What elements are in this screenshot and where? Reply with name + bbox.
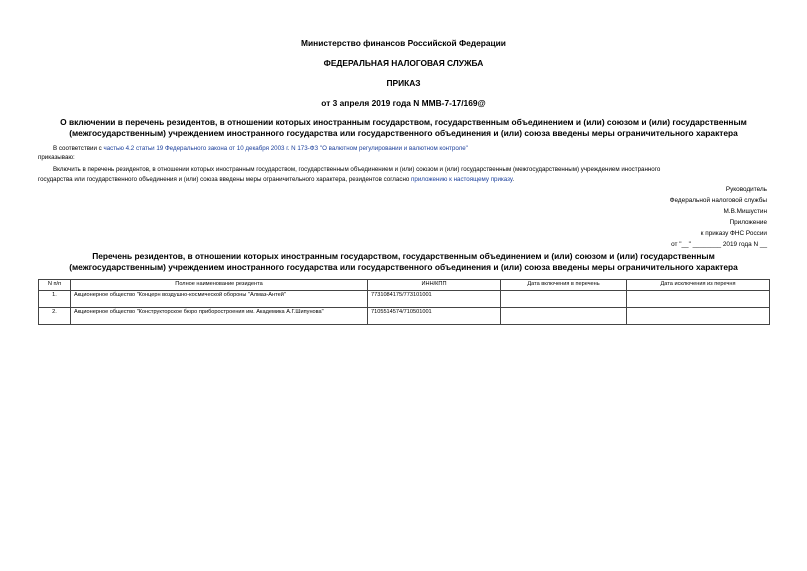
appendix-label: Приложение <box>729 219 767 226</box>
doc-date-number: от 3 апреля 2019 года N ММВ-7-17/169@ <box>321 98 486 108</box>
resident-date-out <box>627 308 770 325</box>
column-header-date-in: Дата включения в перечень <box>501 280 627 291</box>
table-header-row <box>39 280 770 291</box>
column-header-inn-kpp: ИНН/КПП <box>368 280 501 291</box>
order-title-line2: (межгосударственным) учреждением иностранного государства или государственного объединения и (или) союза введены меры ограничительного характера <box>69 128 738 138</box>
resident-date-in <box>501 308 627 325</box>
appendix-to-order: к приказу ФНС России <box>700 230 767 237</box>
resident-inn-kpp: 7105514574/710501001 <box>368 308 501 325</box>
list-title-line1: Перечень резидентов, в отношении которых иностранным государством, государственным объединением и (или) союзом и (или) государственным <box>92 251 715 261</box>
resident-date-in <box>501 291 627 308</box>
resident-date-out <box>627 291 770 308</box>
residents-table <box>38 279 770 325</box>
order-title-line1: О включении в перечень резидентов, в отношении которых иностранным государством, государственным объединением и (или) союзом и (или) государственным <box>60 117 747 127</box>
order-word: приказываю: <box>38 154 75 161</box>
service-heading: ФЕДЕРАЛЬНАЯ НАЛОГОВАЯ СЛУЖБА <box>323 58 484 68</box>
resident-name: Акционерное общество "Концерн воздушно-космической обороны "Алмаз-Антей" <box>71 291 368 308</box>
federal-law-link[interactable]: частью 4.2 статьи 19 Федерального закона от 10 декабря 2003 г. N 173-ФЗ "О валютном регулировании и валютном контроле" <box>103 145 468 152</box>
preamble-prefix: В соответствии с <box>53 145 104 152</box>
order-text-line2-prefix: государства или государственного объединения и (или) союза введены меры ограничительного характера, резидентов согласно <box>38 176 412 183</box>
row-number: 1. <box>39 291 71 308</box>
signature-position1: Руководитель <box>725 186 767 193</box>
resident-name: Акционерное общество "Конструкторское бюро приборостроения им. Академика А.Г.Шипунова" <box>71 308 368 325</box>
signature-name: М.В.Мишустин <box>723 208 767 215</box>
list-title-line2: (межгосударственным) учреждением иностранного государства или государственного объединения и (или) союза введены меры ограничительного характера <box>69 262 738 272</box>
appendix-link[interactable]: приложению к настоящему приказу <box>411 176 513 183</box>
resident-inn-kpp: 7731084175/773101001 <box>368 291 501 308</box>
table-row <box>39 308 770 325</box>
row-number: 2. <box>39 308 71 325</box>
ministry-heading: Министерство финансов Российской Федерации <box>301 38 506 48</box>
appendix-date-line: от "__" ________ 2019 года N __ <box>671 241 767 248</box>
doc-type-heading: ПРИКАЗ <box>386 78 421 88</box>
table-row <box>39 291 770 308</box>
order-text-line2-suffix: . <box>512 176 515 183</box>
signature-position2: Федеральной налоговой службы <box>669 197 767 204</box>
order-text-line1: Включить в перечень резидентов, в отношении которых иностранным государством, государственным объединением и (или) союзом и (или) государственным (межгосударственным) учреждением иностранного <box>53 166 661 173</box>
column-header-number: N п/п <box>39 280 71 291</box>
preamble <box>53 144 468 153</box>
order-text-line2 <box>38 175 514 184</box>
column-header-name: Полное наименование резидента <box>71 280 368 291</box>
column-header-date-out: Дата исключения из перечня <box>627 280 770 291</box>
